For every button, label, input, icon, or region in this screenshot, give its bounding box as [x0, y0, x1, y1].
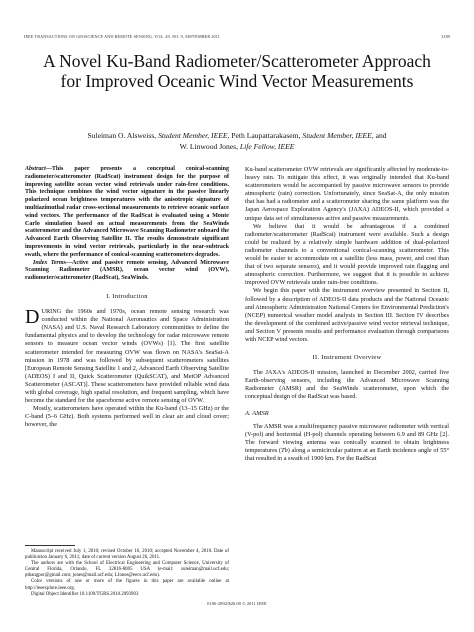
author-1-role: Student Member, IEEE, [158, 131, 230, 140]
footnote-doi: Digital Object Identifier 10.1109/TGRS.2010.2093903 [31, 591, 139, 597]
left-column [25, 166, 229, 429]
footnote-manuscript: Manuscript received July 1, 2010; revised October 16, 2010; accepted November 4, 2010. Date of publication January 6, 2011; date of current version August 26, 2011. [25, 549, 229, 561]
footnote-color-note: Color versions of one or more of the figures in this paper are available online at http://ieeexplore.ieee.org. [25, 579, 229, 591]
index-terms [25, 260, 229, 283]
index-terms-label: Index Terms— [33, 259, 73, 266]
author-3-role: Life Fellow, IEEE [239, 141, 295, 151]
index-terms-text: Active and passive remote sensing, Advanced Microwave Scanning Radiometer (AMSR), ocean vector wind (OVW), radiometer/scatterometer (RadScat), SeaWinds. [25, 259, 229, 282]
drop-cap: D [25, 306, 40, 329]
abstract [25, 166, 229, 260]
author-3: W. Linwood Jones, [179, 141, 238, 151]
section-heading-instrument-overview: II. Instrument Overview [312, 354, 382, 362]
journal-name: IEEE TRANSACTIONS ON GEOSCIENCE AND REMOTE SENSING, VOL. 49, NO. 9, SEPTEMBER 2011 [24, 34, 220, 39]
author-2-role: Student Member, IEEE, [302, 131, 374, 140]
footnote-block [25, 549, 229, 598]
author-2: Peth Laupattarakasem, [231, 131, 301, 140]
copyright-footer: 0196-2892/$26.00 © 2011 IEEE [207, 601, 267, 606]
intro-paragraph-1 [25, 308, 229, 405]
footnote-affiliation: The authors are with the School of Electrical Engineering and Computer Science, University of Central Florida, Orlando, FL 32816-8005 USA (e-mail: suleiman@mail.ucf.edu; pthangpor@gmail.com; jones@mail.ucf.edu; LJones@eecs.ucf.edu). [25, 561, 229, 579]
intro-paragraph-1-text: URING the 1960s and 1970s, ocean remote sensing research was conducted within the National Aeronautics and Space Administration (NASA) and U.S. Naval Research Laboratory communities to define the fundamental physics and to develop the technology for radar microwave remote sensors to measure ocean vector winds (OVWs) [1]. The first satellite scatterometer intended for measuring OVW was flown on NASA's SeaSat-A mission in 1978 and was followed by subsequent scatterometers satellites [European Remote Sensing Satellite 1 and 2, Advanced Earth Observing Satellite (ADEOS) I and II, Quick Scatterometer (QuikSCAT), and MetOP Advanced Scatterometer (ASCAT)]. These scatterometers have provided reliable wind data with global coverage, high spatial resolution, and frequent sampling, which have become the standard for the spaceborne active remote sensing of OVW. [25, 308, 229, 405]
tb-symbol: Tb [281, 446, 288, 454]
right-column [245, 166, 449, 463]
amsr-text-a: The AMSR was a multifrequency passive microwave radiometer with vertical (V-pol) and horizontal (H-pol) channels operating between 6.9 and 89 GHz [2]. The forward viewing antenna was conically scanned to obtain brightness temperatures ( [245, 422, 449, 454]
abstract-text: This paper presents a conceptual conical-scanning radiometer/scatterometer (RadScat) instrument design for the purpose of improving satellite ocean vector wind retrievals under rain-free conditions. This technique combines the wind vector signature in the passive linearly polarized ocean brightness temperatures with the anisotropic signature of multiazimuthal radar cross-sectional measurements to retrieve oceanic surface wind vectors. The performance of the RadScat is evaluated using a Monte Carlo simulation based on actual measurements from the SeaWinds scatterometer and the Advanced Microwave Scanning Radiometer onboard the Advanced Earth Observing Satellite II. The results demonstrate significant improvements in wind vector retrievals, particularly in the near-subtrack swath, where the performance of conical-scanning scatterometers degrades. [25, 166, 229, 258]
page-number: 3189 [441, 34, 450, 39]
abstract-label: Abstract— [25, 166, 52, 172]
author-conjunction: and [375, 131, 387, 140]
footnote-rule [25, 545, 75, 546]
intro-paragraph-2: Mostly, scatterometers have operated within the Ku-band (13–15 GHz) or the C-band (5–6 GHz). Both systems performed well in clear air and cloud cover; however, the [25, 405, 229, 429]
paper-title: A Novel Ku-Band Radiometer/Scatterometer Approach for Improved Oceanic Wind Vector Measurements [43, 51, 431, 91]
author-list [40, 131, 434, 152]
author-1: Suleiman O. Alsweiss, [87, 131, 157, 140]
amsr-text-c: ) along a semicircular pattern at an Earth incidence angle of 55° that resulted in a swath of 1900 km. For the RadScat [245, 446, 450, 462]
right-paragraph-1: Ku-band scatterometer OVW retrievals are significantly affected by moderate-to-heavy rain. To mitigate this effect, it was originally intended that Ku-band scatterometers would be accompanied by passive microwave sensors to provide atmospheric (rain) correction. Unfortunately, since SeaSat-A, the only mission that has had a radiometer and a scatterometer sharing the same platform was the Japan Aerospace Exploration Agency's (JAXA) ADEOS-II, which provided a unique data set of simultaneous active and passive measurements. [245, 166, 449, 222]
right-paragraph-3: We begin this paper with the instrument overview presented in Section II, followed by a description of ADEOS-II data products and the National Oceanic and Atmospheric Administration National Centers for Environmental Prediction's (NCEP) numerical weather model analysis in Section III. Section IV describes the development of the combined active/passive wind vector retrieval technique, and Section V presents results and performance evaluation through comparisons with NCEP wind vectors. [245, 287, 449, 343]
right-paragraph-2: We believe that it would be advantageous if a combined radiometer/scatterometer (RadScat) instrument were available. Such a design could be realized by a relatively simple hardware addition of dual-polarized radiometer channels to a conventional conical-scanning scatterometer. This would be easier to accommodate on a satellite (less mass, power, and cost than that of two separate sensors), and it would provide improved rain flagging and atmospheric correction. Furthermore, we suggest that it is possible to achieve improved OVW retrievals under rain-free conditions. [245, 222, 449, 287]
right-paragraph-5 [245, 423, 449, 463]
right-paragraph-4: The JAXA's ADEOS-II mission, launched in December 2002, carried five Earth-observing sensors, including the Advanced Microwave Scanning Radiometer (AMSR) and the SeaWinds scatterometer, upon which the conceptual design of the RadScat was based. [245, 369, 449, 401]
subsection-heading-amsr: A. AMSR [245, 409, 269, 417]
section-heading-introduction: I. Introduction [106, 292, 148, 300]
